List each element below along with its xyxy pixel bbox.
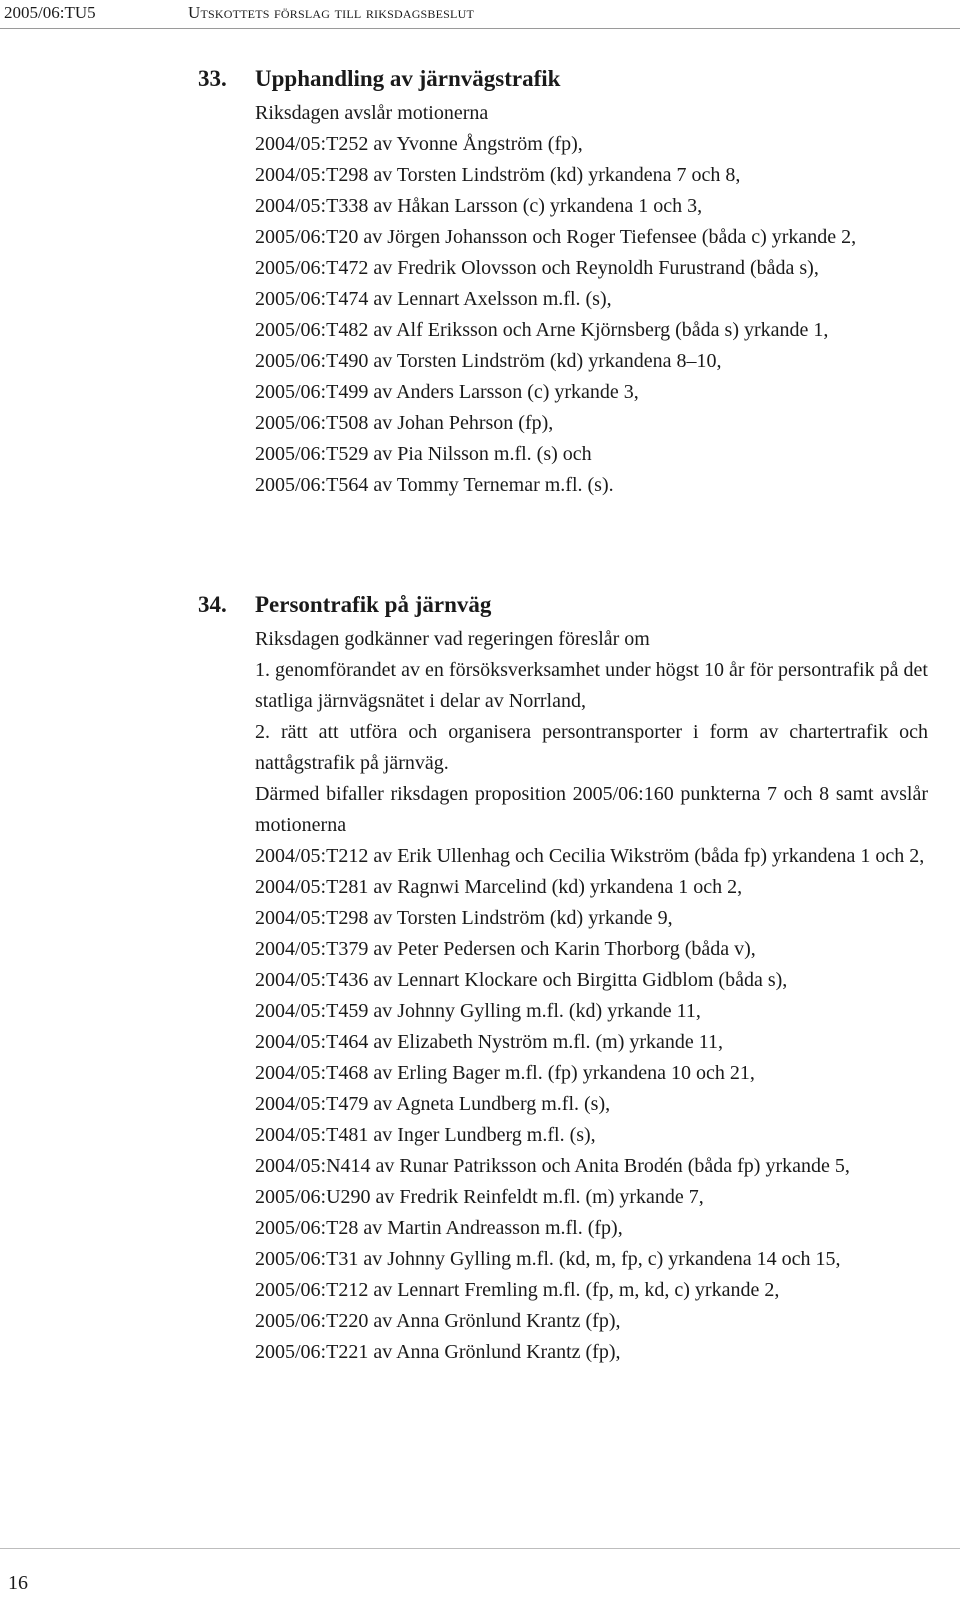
paragraph-line: 2005/06:T31 av Johnny Gylling m.fl. (kd, m, fp, c) yrkandena 14 och 15,	[255, 1248, 841, 1270]
section-title: Persontrafik på järnväg	[255, 592, 492, 617]
paragraph-line: 2004/05:T379 av Peter Pedersen och Karin Thorborg (båda v),	[255, 938, 756, 960]
paragraph-line: 2004/05:T481 av Inger Lundberg m.fl. (s),	[255, 1124, 596, 1146]
paragraph-line: 2005/06:T220 av Anna Grönlund Krantz (fp),	[255, 1310, 621, 1332]
paragraph-line: 2005/06:T212 av Lennart Fremling m.fl. (fp, m, kd, c) yrkande 2,	[255, 1279, 780, 1301]
footer-divider	[0, 1548, 960, 1549]
paragraph-line: 2005/06:T490 av Torsten Lindström (kd) yrkandena 8–10,	[255, 350, 722, 372]
section-number: 34.	[198, 592, 227, 617]
paragraph-line: 2004/05:T338 av Håkan Larsson (c) yrkandena 1 och 3,	[255, 195, 703, 217]
paragraph-line: 2004/05:T252 av Yvonne Ångström (fp),	[255, 133, 583, 155]
paragraph-line: 2004/05:T281 av Ragnwi Marcelind (kd) yrkandena 1 och 2,	[255, 876, 743, 898]
paragraph-line: 2005/06:T221 av Anna Grönlund Krantz (fp),	[255, 1341, 621, 1363]
document-title: Utskottets förslag till riksdagsbeslut	[188, 3, 474, 22]
section-body	[255, 624, 928, 1368]
paragraph-line: 2005/06:T529 av Pia Nilsson m.fl. (s) och	[255, 443, 592, 465]
section-title: Upphandling av järnvägstrafik	[255, 66, 561, 91]
paragraph-line: 2005/06:T472 av Fredrik Olovsson och Reynoldh Furustrand (båda s),	[255, 257, 819, 279]
paragraph-line: 2005/06:U290 av Fredrik Reinfeldt m.fl. (m) yrkande 7,	[255, 1186, 704, 1208]
paragraph-line: 2004/05:N414 av Runar Patriksson och Anita Brodén (båda fp) yrkande 5,	[255, 1155, 850, 1177]
paragraph-line: 2005/06:T20 av Jörgen Johansson och Roger Tiefensee (båda c) yrkande 2,	[255, 226, 857, 248]
paragraph-line: 2004/05:T298 av Torsten Lindström (kd) yrkande 9,	[255, 907, 673, 929]
document-id: 2005/06:TU5	[4, 3, 96, 22]
section-heading	[198, 592, 938, 624]
paragraph-line: 2005/06:T564 av Tommy Ternemar m.fl. (s).	[255, 474, 614, 496]
paragraph-line: Därmed bifaller riksdagen proposition 2005/06:160 punkterna 7 och 8 samt avslår motionerna	[255, 783, 928, 836]
paragraph-line: 2005/06:T28 av Martin Andreasson m.fl. (fp),	[255, 1217, 623, 1239]
paragraph-line: 2004/05:T468 av Erling Bager m.fl. (fp) yrkandena 10 och 21,	[255, 1062, 755, 1084]
paragraph-line: 2004/05:T212 av Erik Ullenhag och Cecilia Wikström (båda fp) yrkandena 1 och 2,	[255, 845, 925, 867]
paragraph-line: 2005/06:T474 av Lennart Axelsson m.fl. (s),	[255, 288, 612, 310]
paragraph-line: 2004/05:T479 av Agneta Lundberg m.fl. (s),	[255, 1093, 611, 1115]
paragraph-line: Riksdagen avslår motionerna	[255, 102, 489, 124]
paragraph-line: 2005/06:T499 av Anders Larsson (c) yrkande 3,	[255, 381, 639, 403]
paragraph-line: 2004/05:T459 av Johnny Gylling m.fl. (kd) yrkande 11,	[255, 1000, 701, 1022]
section-33	[198, 66, 938, 501]
page-header	[0, 0, 960, 30]
paragraph-line: 2004/05:T436 av Lennart Klockare och Birgitta Gidblom (båda s),	[255, 969, 788, 991]
page-number: 16	[8, 1572, 28, 1594]
section-34	[198, 592, 938, 1368]
paragraph-line: 2. rätt att utföra och organisera persontransporter i form av chartertrafik och nattågstrafik på järnväg.	[255, 721, 928, 774]
paragraph-line: 2005/06:T508 av Johan Pehrson (fp),	[255, 412, 554, 434]
paragraph-line: 2004/05:T464 av Elizabeth Nyström m.fl. (m) yrkande 11,	[255, 1031, 724, 1053]
header-divider	[0, 28, 960, 29]
section-number: 33.	[198, 66, 227, 91]
paragraph-line: 2004/05:T298 av Torsten Lindström (kd) yrkandena 7 och 8,	[255, 164, 741, 186]
section-heading	[198, 66, 938, 98]
paragraph-line: 1. genomförandet av en försöksverksamhet under högst 10 år för persontrafik på det statliga järnvägsnätet i delar av Norrland,	[255, 659, 928, 712]
section-body	[255, 98, 928, 501]
paragraph-line: Riksdagen godkänner vad regeringen föreslår om	[255, 628, 650, 650]
paragraph-line: 2005/06:T482 av Alf Eriksson och Arne Kjörnsberg (båda s) yrkande 1,	[255, 319, 829, 341]
